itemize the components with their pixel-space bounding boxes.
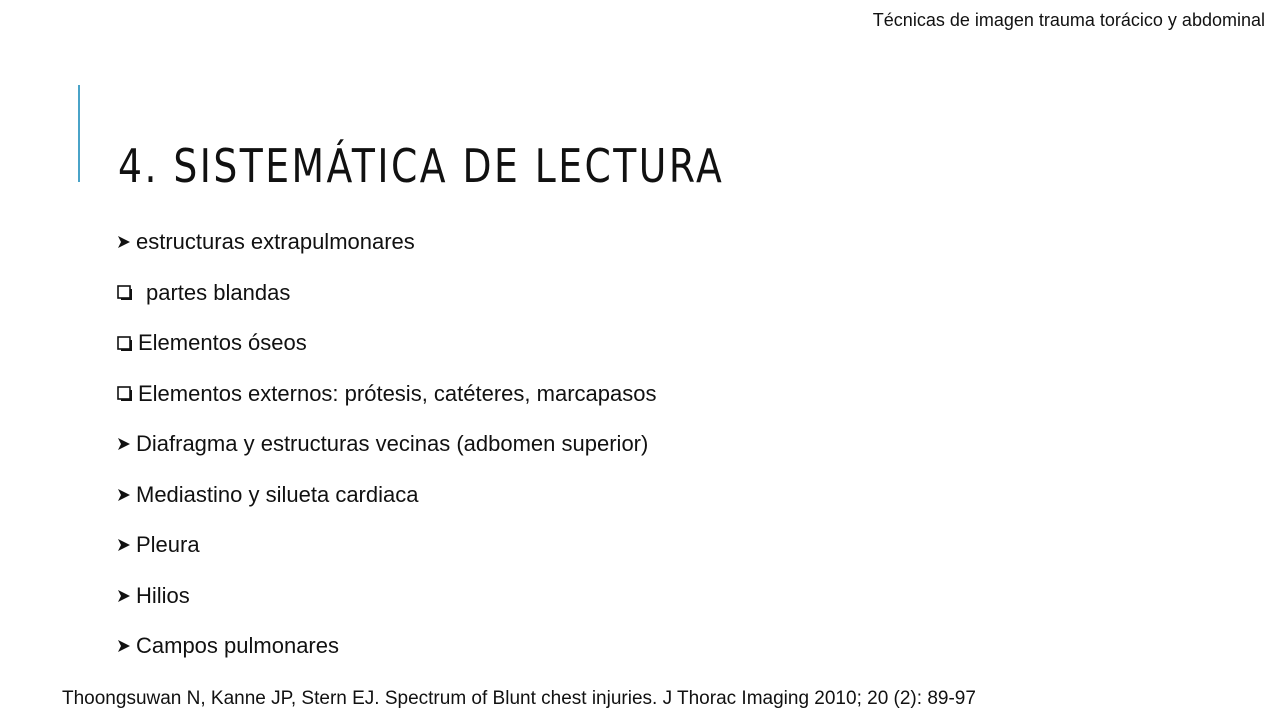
bullet-text: Campos pulmonares <box>136 633 339 659</box>
bullet-text: Hilios <box>136 582 190 608</box>
square-icon <box>116 335 132 351</box>
bullet-item <box>116 268 656 319</box>
bullet-text: partes blandas <box>146 279 291 305</box>
arrow-icon <box>116 588 132 604</box>
square-icon <box>116 386 132 402</box>
bullet-item <box>116 318 656 369</box>
bullet-text: Pleura <box>136 532 200 558</box>
header-note: Técnicas de imagen trauma torácico y abdominal <box>872 10 1265 30</box>
bullet-list <box>116 217 656 672</box>
square-icon <box>116 285 132 301</box>
footer-reference: Thoongsuwan N, Kanne JP, Stern EJ. Spectrum of Blunt chest injuries. J Thorac Imaging 2010; 20 (2): 89-97 <box>62 688 976 709</box>
bullet-text: estructuras extrapulmonares <box>136 229 415 255</box>
bullet-text: Diafragma y estructuras vecinas (adbomen superior) <box>136 431 649 457</box>
bullet-item <box>116 470 656 521</box>
arrow-icon <box>116 638 132 654</box>
arrow-icon <box>116 234 132 250</box>
title-accent-bar <box>78 85 80 182</box>
arrow-icon <box>116 436 132 452</box>
arrow-icon <box>116 487 132 503</box>
bullet-text: Elementos óseos <box>138 330 307 356</box>
bullet-item <box>116 369 656 420</box>
bullet-item <box>116 520 656 571</box>
slide-title: 4. SISTEMÁTICA DE LECTURA <box>118 138 725 193</box>
bullet-item <box>116 621 656 672</box>
bullet-item <box>116 217 656 268</box>
bullet-item <box>116 571 656 622</box>
bullet-text: Mediastino y silueta cardiaca <box>136 481 419 507</box>
bullet-item <box>116 419 656 470</box>
bullet-text: Elementos externos: prótesis, catéteres, marcapasos <box>138 380 657 406</box>
arrow-icon <box>116 537 132 553</box>
